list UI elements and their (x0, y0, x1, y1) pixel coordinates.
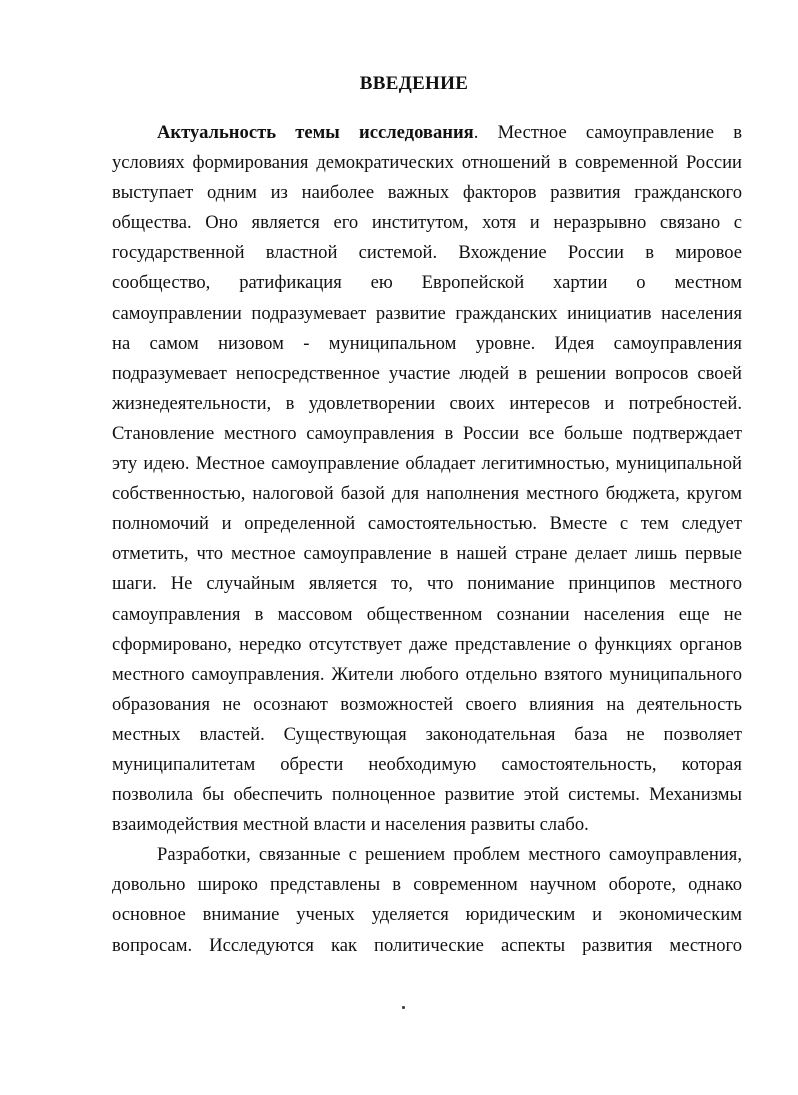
paragraph-line: полномочий и определенной самостоятельностью. Вместе с тем следует (112, 513, 742, 535)
paragraph-line: отметить, что местное самоуправление в нашей стране делает лишь первые (112, 543, 742, 565)
paragraph-line: вопросам. Исследуются как политические аспекты развития местного (112, 934, 742, 956)
paragraph-line: государственной властной системой. Вхождение России в мировое (112, 242, 742, 264)
paragraph-line: жизнедеятельности, в удовлетворении своих интересов и потребностей. (112, 392, 742, 414)
paragraph-1-line-1 (112, 118, 742, 148)
body-text (112, 118, 742, 961)
lead-phrase: Актуальность темы исследования (157, 122, 474, 143)
paragraph-line: самоуправления в массовом общественном сознании населения еще не (112, 603, 742, 625)
paragraph-line: сформировано, нередко отсутствует даже представление о функциях органов (112, 633, 742, 655)
page-title: ВВЕДЕНИЕ (359, 73, 469, 94)
paragraph-line: Становление местного самоуправления в России все больше подтверждает (112, 422, 742, 444)
paragraph-line: образования не осознают возможностей своего влияния на деятельность (112, 693, 742, 715)
lead-rest: . Местное самоуправление в (473, 122, 742, 143)
paragraph-line: общества. Оно является его институтом, хотя и неразрывно связано с (112, 212, 742, 234)
paragraph-line: взаимодействия местной власти и населения развиты слабо. (112, 814, 589, 836)
paragraph-line: муниципалитетам обрести необходимую самостоятельность, которая (112, 753, 742, 775)
paragraph-line: собственностью, налоговой базой для наполнения местного бюджета, кругом (112, 483, 742, 505)
paragraph-line: позволила бы обеспечить полноценное развитие этой системы. Механизмы (112, 784, 742, 806)
paragraph-line: выступает одним из наиболее важных факторов развития гражданского (112, 182, 742, 204)
scan-mark (402, 1006, 405, 1009)
paragraph-line: местного самоуправления. Жители любого отдельно взятого муниципального (112, 663, 742, 685)
paragraph-line: сообщество, ратификация ею Европейской хартии о местном (112, 272, 742, 294)
paragraph-line: условиях формирования демократических отношений в современной России (112, 152, 742, 174)
paragraph-line: основное внимание ученых уделяется юридическим и экономическим (112, 904, 742, 926)
paragraph-line: шаги. Не случайным является то, что понимание принципов местного (112, 573, 742, 595)
paragraph-line: эту идею. Местное самоуправление обладает легитимностью, муниципальной (112, 453, 742, 475)
paragraph-line: местных властей. Существующая законодательная база не позволяет (112, 723, 742, 745)
paragraph-line: подразумевает непосредственное участие людей в решении вопросов своей (112, 362, 742, 384)
paragraph-line: Разработки, связанные с решением проблем местного самоуправления, (157, 844, 742, 866)
paragraph-line: на самом низовом - муниципальном уровне. Идея самоуправления (112, 332, 742, 354)
paragraph-line: самоуправлении подразумевает развитие гражданских инициатив населения (112, 302, 742, 324)
paragraph-line: довольно широко представлены в современном научном обороте, однако (112, 874, 742, 896)
